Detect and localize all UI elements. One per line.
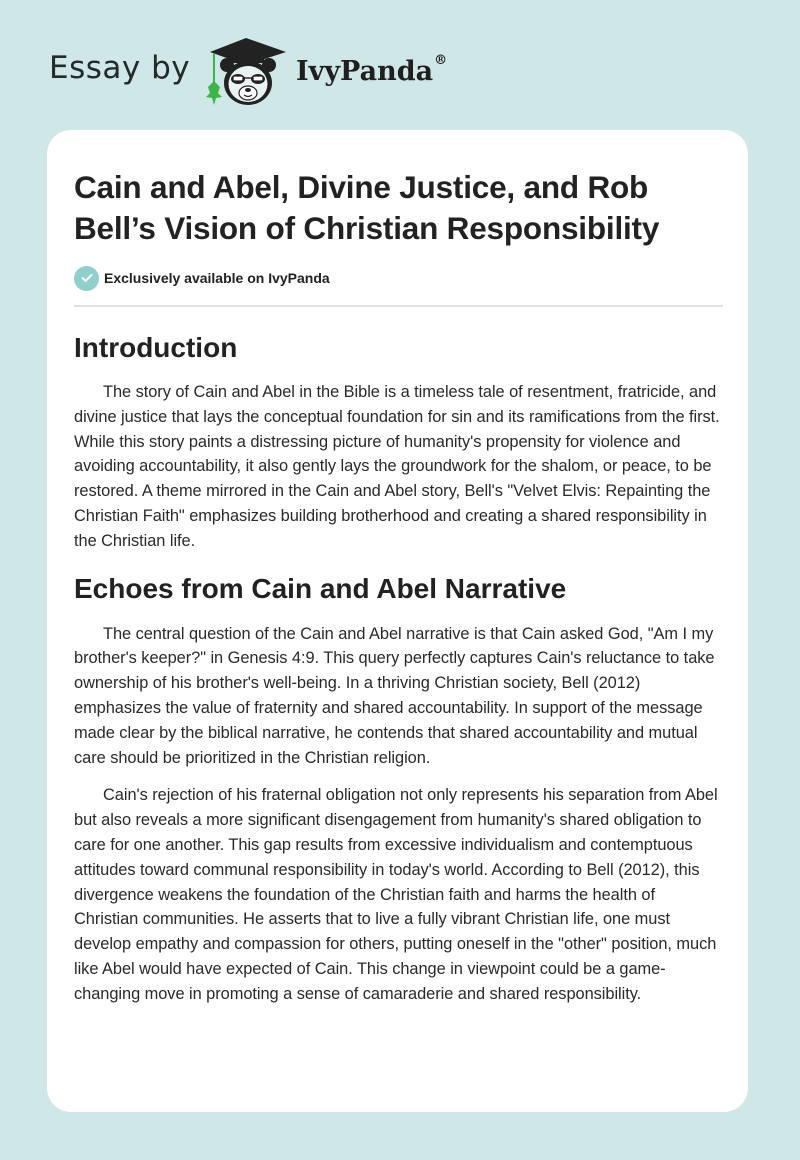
title-divider — [74, 305, 723, 307]
paragraph: The story of Cain and Abel in the Bible is a timeless tale of resentment, fratricide, and divine justice that lays the conceptual foundation for sin and its ramifications from the first. While this story paints a distressing picture of humanity's propensity for violence and avoiding accountability, it also gently lays the groundwork for the shalom, or peace, to be restored. A theme mirrored in the Cain and Abel story, Bell's "Velvet Elvis: Repainting the Christian Faith" emphasizes building brotherhood and creating a shared responsibility in the Christian life. — [74, 383, 720, 550]
brand-logo-text[interactable] — [296, 53, 448, 87]
panda-graduate-icon[interactable] — [200, 35, 292, 107]
section-echoes — [74, 572, 722, 1007]
exclusive-badge — [74, 265, 722, 291]
essay-title: Cain and Abel, Divine Justice, and Rob Bell’s Vision of Christian Responsibility — [74, 169, 660, 246]
paragraph: The central question of the Cain and Abel narrative is that Cain asked God, "Am I my brother's keeper?" in Genesis 4:9. This query perfectly captures Cain's reluctance to take ownership of his brother's well-being. In a thriving Christian society, Bell (2012) emphasizes the value of fraternity and shared accountability. In support of the message made clear by the biblical narrative, he contends that shared accountability and mutual care should be prioritized in the Christian religion. — [74, 624, 715, 767]
essay-by-label: Essay by — [49, 50, 191, 86]
section-introduction — [74, 331, 722, 554]
site-header — [0, 0, 800, 120]
registered-mark: ® — [434, 53, 448, 68]
exclusive-label: Exclusively available on IvyPanda — [104, 270, 330, 286]
check-circle-icon — [74, 266, 99, 291]
brand-name: IvyPanda — [296, 56, 434, 87]
paragraph: Cain's rejection of his fraternal obligation not only represents his separation from Abel but also reveals a more significant disengagement from humanity's shared obligation to care for one another. This gap results from excessive individualism and contemptuous attitudes toward communal responsibility in today's world. According to Bell (2012), this divergence weakens the foundation of the Christian faith and harms the health of Christian communities. He asserts that to live a fully vibrant Christian life, one must develop empathy and compassion for others, putting oneself in the "other" position, much like Abel would have expected of Cain. This change in viewpoint could be a game-changing move in promoting a sense of camaraderie and shared responsibility. — [74, 786, 718, 1003]
section-heading: Echoes from Cain and Abel Narrative — [74, 572, 567, 604]
section-heading: Introduction — [74, 332, 238, 363]
essay-card — [47, 130, 748, 1112]
